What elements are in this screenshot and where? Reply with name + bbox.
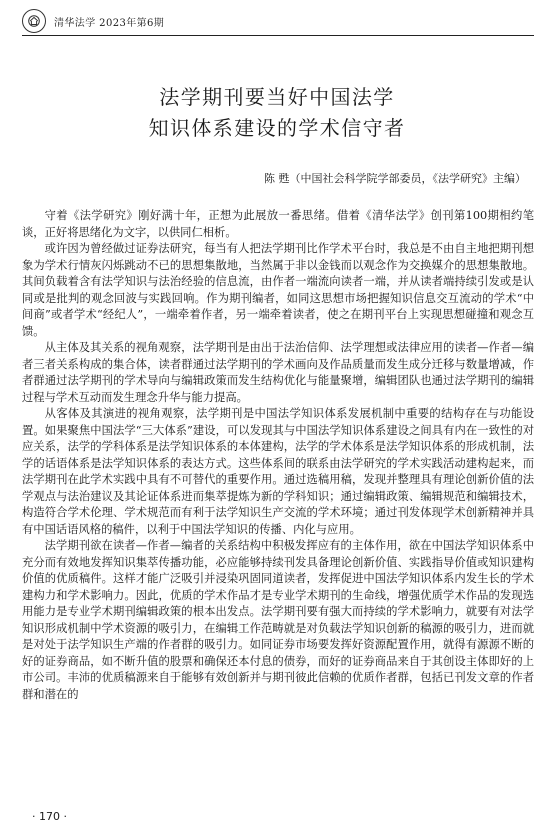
paragraph: 守着《法学研究》刚好满十年，正想为此展放一番思绪。借着《清华法学》创刊第100期相约笔谈，正好将思绪化为文字，以供同仁相析。 — [22, 209, 534, 239]
journal-logo — [22, 9, 46, 33]
page-header — [22, 8, 534, 34]
paragraph: 从客体及其演进的视角观察，法学期刊是中国法学知识体系发展机制中重要的结构存在与功能设置。如果聚焦中国法学“三大体系”建设，可以发现其与中国法学知识体系建设之间具有内在一致性的对应关系，法学的学科体系是法学知识体系的本体建构，法学的学术体系是法学知识体系的形成机制，法学的话语体系是法学知识体系的表达方式。这些体系间的联系由法学研究的学术实践活动建构起来，而法学期刊在此学术实践中具有不可替代的重要作用。通过选稿用稿，发现并整理具有理论创新价值的法学观点与法治建议及其论证体系进而集萃提炼为新的学科知识；通过编辑政策、编辑规范和编辑技术，构造符合学术伦理、学术规范而有利于法学知识生产交流的学术环境；通过刊发体现学术创新精神并具有中国话语风格的稿件，以利于中国法学知识的传播、内化与应用。 — [22, 407, 534, 536]
title-line-2: 知识体系建设的学术信守者 — [148, 116, 406, 140]
page-number: · 170 · — [32, 810, 67, 823]
paragraph: 从主体及其关系的视角观察，法学期刊是由出于法治信仰、法学理想或法律应用的读者—作者—编者三者关系构成的集合体，读者群通过法学期刊的学术画向及作品质量而发生成分迁移与数量增减，作者群通过法学期刊的学术导向与编辑政策而发生结构优化与能量聚增，编辑团队也通过法学期刊的编辑过程与学术互动而发生理念升华与能力提高。 — [22, 341, 534, 404]
author-byline: 陈 甦（中国社会科学院学部委员，《法学研究》主编） — [264, 172, 526, 185]
article-body — [22, 208, 534, 703]
article-title — [0, 82, 554, 144]
journal-issue: 清华法学 2023年第6期 — [54, 17, 165, 29]
paragraph: 或许因为曾经做过证券法研究，每当有人把法学期刊比作学术平台时，我总是不由自主地把期刊想象为学术行情灰闪烁跳动不已的思想集散地，当然属于非以金钱而以观念作为交换媒介的思想集散地。其间负载着含有法学知识与法治经验的信息流，由作者一端流向读者一端，并从读者端持续引发或是认同或是批判的观念回波与实践回响。作为期刊编者，如同这思想市场把握知识信息交互流动的学术“中间商”或者学术“经纪人”，一端牵着作者，另一端牵着读者，使之在期刊平台上实现思想碰撞和观念互馈。 — [22, 242, 534, 338]
title-line-1: 法学期刊要当好中国法学 — [159, 85, 395, 109]
paragraph: 法学期刊欲在读者—作者—编者的关系结构中积极发挥应有的主体作用，欲在中国法学知识体系中充分而有效地发挥知识集萃传播功能，必应能够持续刊发具备理论创新价值、实践指导价值或知识建构价值的优质稿件。这样才能广泛吸引并浸染巩固同道读者，发挥促进中国法学知识体系内发生长的学术建构力和学术影响力。因此，优质的学术作品才是专业学术期刊的生命线，增强优质学术作品的发现选用能力是专业学术期刊编辑政策的根本出发点。法学期刊要有强大而持续的学术影响力，就要有对法学知识形成机制中学术资源的吸引力，在编辑工作范畴就是对负载法学知识创新的稿源的吸引力，进而就是对处于法学知识生产端的作者群的吸引力。如同证券市场要发挥好资源配置作用，就得有源源不断的好的证券商品，如不断升值的股票和确保还本付息的债券，而好的证券商品来自于其创设主体即好的上市公司。丰沛的优质稿源来自于能够有效创新并与期刊彼此信赖的优质作者群，包括已刊发文章的作者群和潜在的 — [22, 539, 534, 701]
header-rule — [22, 35, 534, 36]
university-seal-icon — [26, 13, 42, 29]
